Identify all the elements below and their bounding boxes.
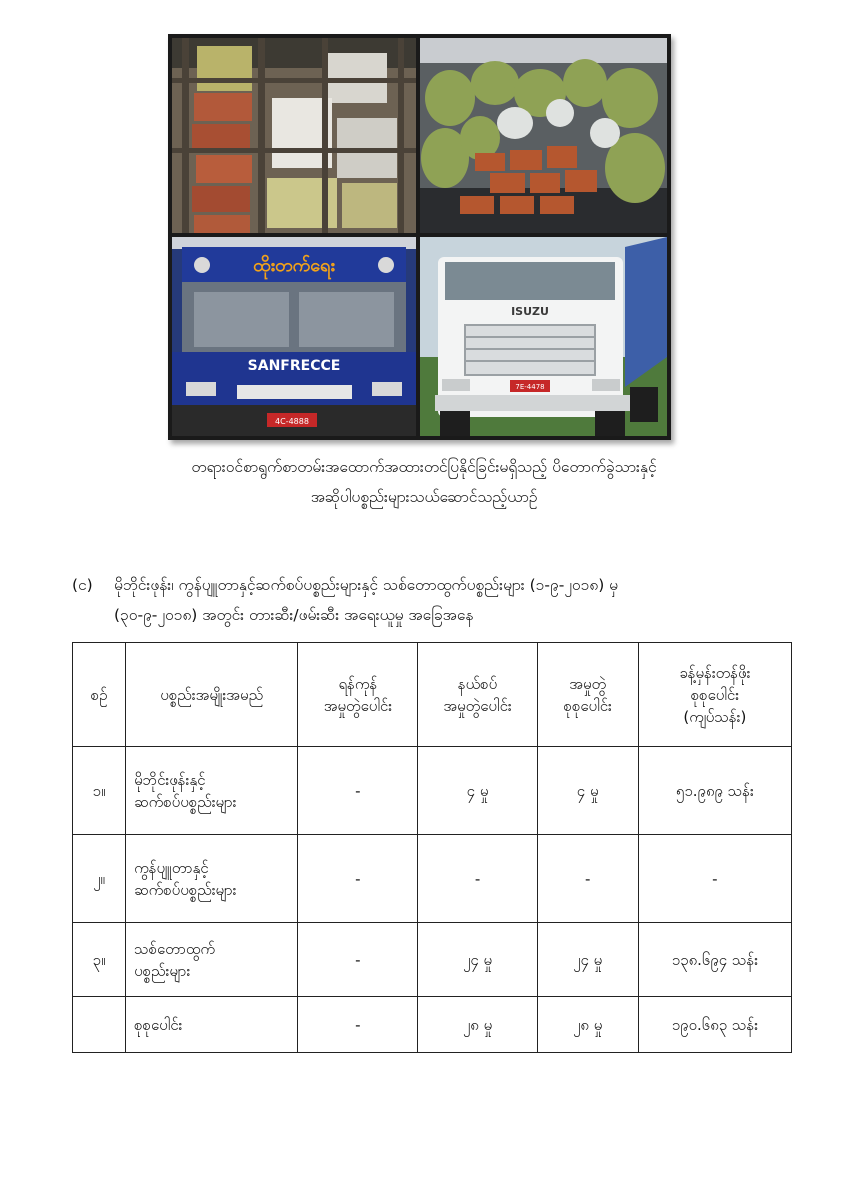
header-value-line-2: စုစုပေါင်း [690,685,740,704]
row-no: ၁။ [73,747,126,835]
row-yangon: - [298,835,418,923]
row-value: ၁၃၈.၆၉၄ သန်း [638,923,791,997]
table-header-row [73,643,792,747]
header-total-cases [537,643,638,747]
table-row [73,835,792,923]
bus-destination-sign: ထိုးတက်ရေး [253,255,335,276]
header-item: ပစ္စည်းအမျိုးအမည် [126,643,298,747]
row-value: - [638,835,791,923]
row-yangon: - [298,747,418,835]
row-item [126,747,298,835]
row-value: ၅၁.၉၈၉ သန်း [638,747,791,835]
row-item [126,923,298,997]
photo-timber-under-cargo [172,38,416,233]
row-item-line-1: သစ်တောထွက် [134,939,216,958]
total-label: စုစုပေါင်း [126,997,298,1053]
bus-brand-text: SANFRECCE [247,358,341,374]
header-value [638,643,791,747]
row-item-line-1: ကွန်ပျူတာနှင့် [134,858,209,877]
total-no [73,997,126,1053]
header-yangon [298,643,418,747]
header-border [418,643,537,747]
row-border: ၂၄ မှု [418,923,537,997]
row-total-cases: ၄ မှု [537,747,638,835]
header-no: စဉ် [73,643,126,747]
row-item-line-2: ဆက်စပ်ပစ္စည်းများ [134,792,237,811]
header-yangon-line-2: အမှုတွဲပေါင်း [323,696,393,715]
header-total-cases-line-2: စုစုပေါင်း [563,696,612,715]
row-total-cases: - [537,835,638,923]
table-total-row [73,997,792,1053]
header-border-line-2: အမှုတွဲပေါင်း [443,696,512,715]
caption-line-1: တရားဝင်စာရွက်စာတမ်းအထောက်အထားတင်ပြနိုင်ခြင်းမရှိသည့် ပိတောက်ခွဲသားနှင့် [191,458,657,476]
photo-timber-with-charcoal-sacks [420,38,667,233]
section-title-line-1: မိုဘိုင်းဖုန်း၊ ကွန်ပျူတာနှင့်ဆက်စပ်ပစ္စည်းများနှင့် သစ်တောထွက်ပစ္စည်းများ (၁-၉-၂၀၁၈) မှ [114,576,619,594]
truck-plate: 7E-4478 [515,383,545,391]
header-total-cases-line-1: အမှုတွဲ [569,674,607,693]
row-border: - [418,835,537,923]
header-border-line-1: နယ်စပ် [457,674,498,693]
header-value-line-1: ခန့်မှန်းတန်ဖိုး [679,663,751,682]
table-row [73,747,792,835]
seizure-table [72,642,792,1053]
photo-bus-front [172,237,416,436]
row-item-line-1: မိုဘိုင်းဖုန်းနှင့် [134,770,206,789]
header-value-line-3: (ကျပ်သန်း) [683,707,747,726]
row-no: ၂။ [73,835,126,923]
row-no: ၃။ [73,923,126,997]
row-item-line-2: ဆက်စပ်ပစ္စည်းများ [134,880,237,899]
total-border: ၂၈ မှု [418,997,537,1053]
row-yangon: - [298,923,418,997]
photo-collage [168,34,671,440]
caption-line-2: အဆိုပါပစ္စည်းများသယ်ဆောင်သည့်ယာဉ် [310,488,538,506]
photo-isuzu-truck [420,237,667,436]
bus-plate: 4C-4888 [275,417,309,426]
photo-caption [60,452,788,512]
total-cases: ၂၈ မှု [537,997,638,1053]
total-yangon: - [298,997,418,1053]
section-marker: (င) [72,576,93,594]
truck-brand-text: ISUZU [511,305,549,318]
row-total-cases: ၂၄ မှု [537,923,638,997]
row-item [126,835,298,923]
header-yangon-line-1: ရန်ကုန် [338,674,378,693]
section-title-line-2: (၃၀-၉-၂၀၁၈) အတွင်း တားဆီး/ဖမ်းဆီး အရေးယူမှု အခြေအနေ [114,606,474,624]
table-row [73,923,792,997]
row-item-line-2: ပစ္စည်းများ [134,961,191,980]
total-value: ၁၉၀.၆၈၃ သန်း [638,997,791,1053]
row-border: ၄ မှု [418,747,537,835]
